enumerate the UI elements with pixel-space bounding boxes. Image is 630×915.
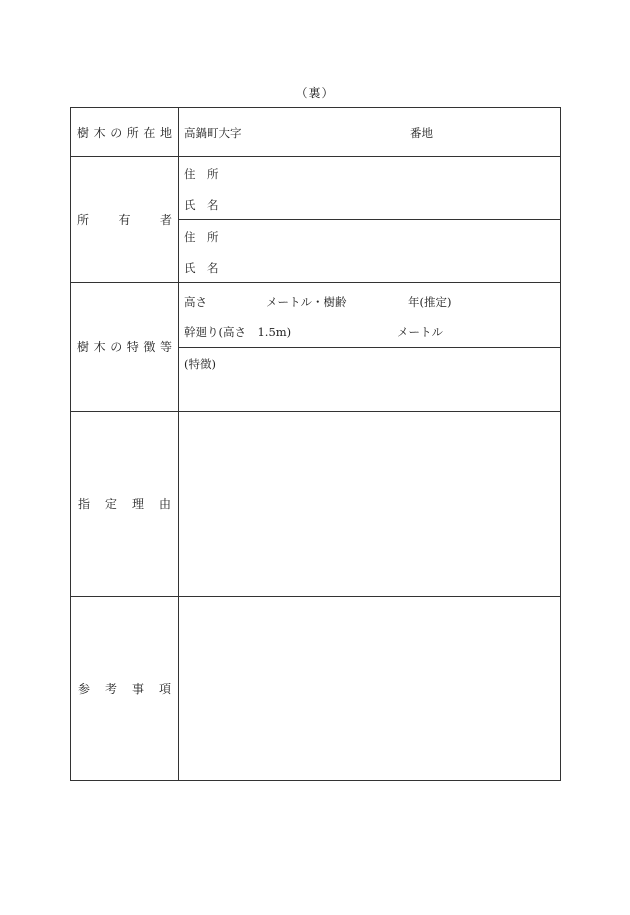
designation-reason-field[interactable] xyxy=(179,412,560,596)
years-estimated-label: 年(推定) xyxy=(408,295,452,309)
label-reference-notes: 参 考 事 項 xyxy=(78,681,171,696)
label-owner: 所 有 者 xyxy=(77,212,172,227)
owner2-name-field[interactable]: 氏 名 xyxy=(184,261,219,275)
height-field[interactable]: 高さ xyxy=(184,295,207,309)
label-tree-features: 樹 木 の 特 徴 等 xyxy=(77,340,172,354)
label-designation-reason: 指 定 理 由 xyxy=(78,497,171,511)
form-side-title: （裏） xyxy=(295,86,335,100)
meters-and-age-label: メートル・樹齢 xyxy=(266,295,347,309)
owner1-name-field[interactable]: 氏 名 xyxy=(184,198,219,212)
characteristics-field[interactable]: (特徴) xyxy=(184,357,216,371)
location-lot-suffix: 番地 xyxy=(410,126,433,140)
tree-designation-form xyxy=(70,107,561,781)
reference-notes-field[interactable] xyxy=(179,597,560,780)
label-tree-location: 樹 木 の 所 在 地 xyxy=(77,125,172,140)
owner-entry-divider xyxy=(178,219,560,220)
girth-unit-label: メートル xyxy=(397,325,443,339)
features-sub-divider xyxy=(178,347,560,348)
owner2-address-field[interactable]: 住 所 xyxy=(184,230,219,244)
girth-field[interactable]: 幹廻り(高さ 1.5m) xyxy=(184,325,292,339)
location-town-field[interactable]: 高鍋町大字 xyxy=(184,126,242,140)
owner1-address-field[interactable]: 住 所 xyxy=(184,167,219,181)
